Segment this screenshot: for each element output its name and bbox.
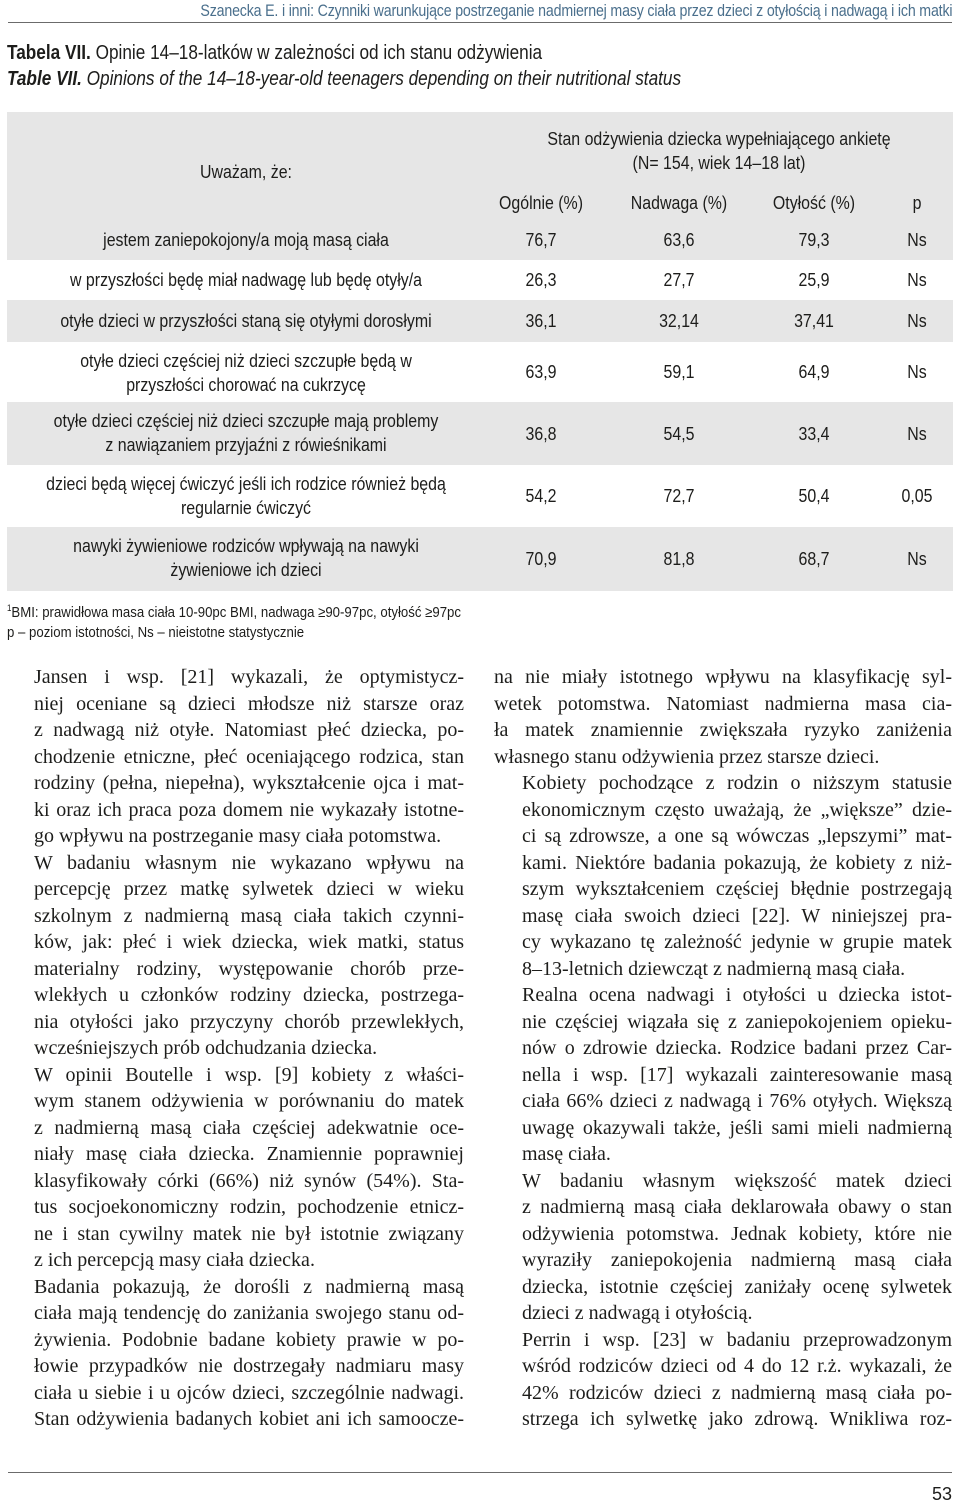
text-line: nów o zdrowie dziecka. Rodzice badani przez Car- (522, 1037, 952, 1059)
note-bmi (7, 598, 461, 623)
text-line: masę ciała swoich dzieci [22]. W niniejszej pra- (522, 904, 952, 927)
text-line: ków, jak: płeć i wiek dziecka, wiek matki, status (34, 931, 464, 953)
row-label: dzieci będą więcej ćwiczyć jeśli ich rodzice również będą (46, 473, 446, 494)
row-value: 37,41 (794, 310, 834, 331)
text-line: W opinii Boutelle i wsp. [9] kobiety z właści- (34, 1063, 464, 1086)
note-sup: 1 (7, 603, 12, 613)
text-line: nie częściej wiązała się z zaniepokojeniem opieku- (522, 1010, 952, 1033)
row-label: jestem zaniepokojony/a moją masą ciała (103, 229, 389, 250)
table-caption-pl (7, 42, 542, 65)
row-value: 54,5 (663, 422, 695, 444)
row-value: 64,9 (798, 361, 830, 382)
text-line: uwagę okazywali także, jeśli sami mieli nadmierną (522, 1116, 952, 1139)
note-p: p – poziom istotności, Ns – nieistotne statystycznie (7, 624, 305, 641)
text-line: na nie miały istotnego wpływu na klasyfikację syl- (494, 666, 952, 688)
text-line: z nadmierną masą ciała deklarowała obawy o stan (522, 1196, 952, 1218)
text-line: kami. Niektóre badania pokazują, że kobiety z niż- (522, 851, 952, 874)
col-header-overall: Ogólnie (%) (498, 192, 584, 213)
row-label: przyszłości chorować na cukrzycę (126, 374, 366, 395)
row-value: 36,8 (525, 422, 557, 444)
col-header-obesity: Otyłość (%) (772, 192, 856, 213)
text-line: go wpływu na postrzeganie masy ciała potomstwa. (34, 825, 442, 847)
text-line: ki oraz ich praca poza domem nie wykazały istotne- (34, 798, 464, 821)
row-value: 59,1 (663, 361, 695, 382)
col-header-p: p (912, 192, 922, 213)
row-label: otyłe dzieci częściej niż dzieci szczupłe będą w (80, 350, 412, 371)
table-notes (7, 598, 461, 643)
running-head: Szanecka E. i inni: Czynniki warunkujące postrzeganie nadmiernej masy ciała przez dzieci z otyłością i nadwagą i ich matki (200, 2, 952, 20)
row-value: Ns (907, 548, 927, 569)
text-line: Perrin i wsp. [23] w badaniu przeprowadzonym (522, 1328, 952, 1351)
text-line: dzieci z nadwagą i otyłością. (522, 1302, 753, 1324)
text-line: własnego stanu odżywienia przez starsze dzieci. (494, 745, 880, 768)
body-paragraph (6, 664, 464, 850)
body-paragraph (6, 850, 464, 1062)
text-line: wcześniejszych prób odchudzania dziecka. (34, 1037, 378, 1059)
text-line: Realna ocena nadwagi i otyłości u dziecka istot- (522, 984, 952, 1006)
text-line: Badania pokazują, że dorośli z nadmierną masą (34, 1275, 464, 1298)
row-value: Ns (907, 269, 927, 290)
row-value: Ns (907, 361, 927, 382)
row-value: 81,8 (663, 548, 695, 569)
row-label: żywieniowe ich dzieci (170, 559, 322, 580)
body-paragraph (494, 770, 952, 982)
row-value: 63,6 (663, 229, 695, 250)
text-line: W badaniu własnym nie wykazano wpływu na (34, 851, 464, 874)
body-column-left (6, 664, 464, 1433)
row-label: otyłe dzieci częściej niż dzieci szczupłe mają problemy (53, 410, 439, 431)
row-value: 36,1 (525, 310, 557, 331)
text-line: żywienia. Podobnie badane kobiety prawie w po- (34, 1328, 464, 1351)
row-value: Ns (907, 310, 927, 331)
row-label: regularnie ćwiczyć (181, 497, 311, 518)
text-line: wym stanem odżywienia w porównaniu do matek (34, 1090, 464, 1112)
row-label: nawyki żywieniowe rodziców wpływają na nawyki (73, 535, 419, 556)
text-line: wśród rodziców dzieci od 4 do 12 r.ż. wykazali, że (522, 1355, 952, 1377)
text-line: z ich percepcją masy ciała dziecka. (34, 1249, 315, 1271)
row-label: w przyszłości będę miał nadwagę lub będę otyły/a (70, 269, 422, 290)
text-line: ciała mają tendencję do zaniżania swojego stanu od- (34, 1302, 464, 1324)
body-column-right (494, 664, 952, 1433)
text-line: nella i wsp. [17] wykazali zainteresowanie masą (522, 1063, 952, 1086)
text-line: percepcję przez matkę sylwetek dzieci w wieku (34, 878, 464, 900)
note-bmi-text: BMI: prawidłowa masa ciała 10-90pc BMI, nadwaga ≥90-97pc, otyłość ≥97pc (11, 604, 461, 621)
text-line: ci są zdrowsze, a one są wówczas „lepszymi” mat- (522, 825, 952, 847)
table-title-en: Opinions of the 14–18-year-old teenagers depending on their nutritional status (81, 68, 682, 90)
stub-header: Uważam, że: (200, 161, 292, 182)
row-value: 25,9 (798, 269, 830, 290)
row-value: 27,7 (663, 269, 695, 290)
text-line: W badaniu własnym większość matek dzieci (522, 1169, 952, 1192)
text-line: szkolnym z nadmierną masą ciała takich czynni- (34, 904, 464, 927)
body-paragraph (6, 1062, 464, 1274)
text-line: tus socjoekonomiczny rodzin, pochodzenie etnicz- (34, 1196, 464, 1218)
row-value: 68,7 (798, 548, 830, 569)
text-line: dziecka, istotnie częściej zaniżały ocenę sylwetek (522, 1275, 952, 1298)
body-paragraph (494, 1327, 952, 1433)
table-caption-en (7, 68, 681, 91)
body-paragraph (6, 1274, 464, 1433)
text-line: niały masę ciała dziecka. Znamiennie poprawniej (34, 1143, 464, 1165)
text-line: wyraziły zaniepokojenia nadmierną masą ciała (522, 1249, 952, 1271)
text-line: ciała u siebie i u ojców dzieci, szczególnie nadwagi. (34, 1381, 464, 1404)
row-value: 70,9 (525, 548, 557, 569)
row-label: otyłe dzieci w przyszłości staną się otyłymi dorosłymi (60, 310, 432, 331)
row-value: Ns (907, 422, 927, 444)
body-paragraph (494, 982, 952, 1168)
row-value: 33,4 (798, 422, 830, 444)
col-header-overweight: Nadwaga (%) (630, 192, 728, 213)
text-line: Stan odżywienia badanych kobiet ani ich samoocze- (34, 1408, 464, 1430)
row-value: 63,9 (525, 361, 557, 382)
text-line: łowie przypadków nie dostrzegały nadmiaru masy (34, 1355, 464, 1377)
row-label: z nawiązaniem przyjaźni z rówieśnikami (105, 434, 387, 455)
body-paragraph (494, 1168, 952, 1327)
text-line: odżywienia potomstwa. Jednak kobiety, które nie (522, 1222, 952, 1245)
row-value: 26,3 (525, 269, 557, 290)
footer-rule (8, 1472, 952, 1473)
row-value: 72,7 (663, 485, 695, 506)
row-value: 79,3 (798, 229, 830, 250)
text-line: ekonomicznym często uważają, że „większe” dzie- (522, 798, 952, 821)
row-value: 50,4 (798, 485, 830, 506)
body-paragraph (494, 664, 952, 770)
text-line: materialny rodziny, występowanie chorób prze- (34, 957, 464, 980)
group-header-line2: (N= 154, wiek 14–18 lat) (632, 152, 806, 173)
text-line: 42% rodziców dzieci z nadmierną masą ciała po- (522, 1381, 952, 1404)
table-label-en: Table VII. (7, 68, 82, 90)
row-value: 32,14 (659, 310, 699, 331)
row-value: 76,7 (525, 229, 557, 250)
row-value: 0,05 (901, 485, 933, 506)
text-line: cy wykazano tę zależność jedynie w grupie matek (522, 931, 952, 953)
row-value: 54,2 (525, 485, 557, 506)
text-line: masę ciała. (522, 1143, 611, 1165)
text-line: z nadwagą niż otyłe. Natomiast płeć dziecka, po- (34, 719, 464, 741)
text-line: wlekłych u członków rodziny dziecka, postrzega- (34, 984, 464, 1006)
text-line: Kobiety pochodzące z rodzin o niższym statusie (522, 772, 952, 794)
text-line: z nadmierną masą ciała częściej adekwatnie oce- (34, 1116, 464, 1139)
text-line: nia otyłości jako przyczyny chorób przewlekłych, (34, 1010, 464, 1033)
text-line: 8–13-letnich dziewcząt z nadmierną masą ciała. (522, 957, 906, 980)
text-line: niej oceniane są dzieci młodsze niż starsze oraz (34, 692, 464, 715)
text-line: szym wykształceniem częściej błędnie postrzegają (522, 878, 952, 900)
text-line: Jansen i wsp. [21] wykazali, że optymistycz- (34, 666, 464, 688)
text-line: rodziny (pełna, niepełna), wykształcenie ojca i mat- (34, 772, 464, 794)
row-value: Ns (907, 229, 927, 250)
table-title-pl: Opinie 14–18-latków w zależności od ich stanu odżywienia (90, 42, 543, 64)
table-label-pl: Tabela VII. (7, 42, 91, 64)
text-line: ne i stan cywilny matek nie był istotnie związany (34, 1222, 464, 1245)
text-line: wetek potomstwa. Natomiast nadmierna masa cia- (494, 692, 952, 715)
text-line: chodzenie etniczne, płeć oceniającego rodzica, stan (34, 745, 464, 768)
header-rule (8, 22, 952, 23)
opinions-table (7, 112, 953, 586)
page-number: 53 (931, 1484, 952, 1504)
text-line: ciała 66% dzieci z nadwagą i 76% otyłych. Większą (522, 1090, 952, 1112)
text-line: klasyfikowały córki (66%) niż synów (54%). Sta- (34, 1169, 464, 1192)
text-line: ła matek znamiennie zwiększała ryzyko zaniżenia (494, 719, 952, 741)
text-line: strzega ich sylwetkę jako zdrową. Wnikliwa roz- (522, 1408, 952, 1430)
group-header-line1: Stan odżywienia dziecka wypełniającego ankietę (547, 128, 891, 149)
